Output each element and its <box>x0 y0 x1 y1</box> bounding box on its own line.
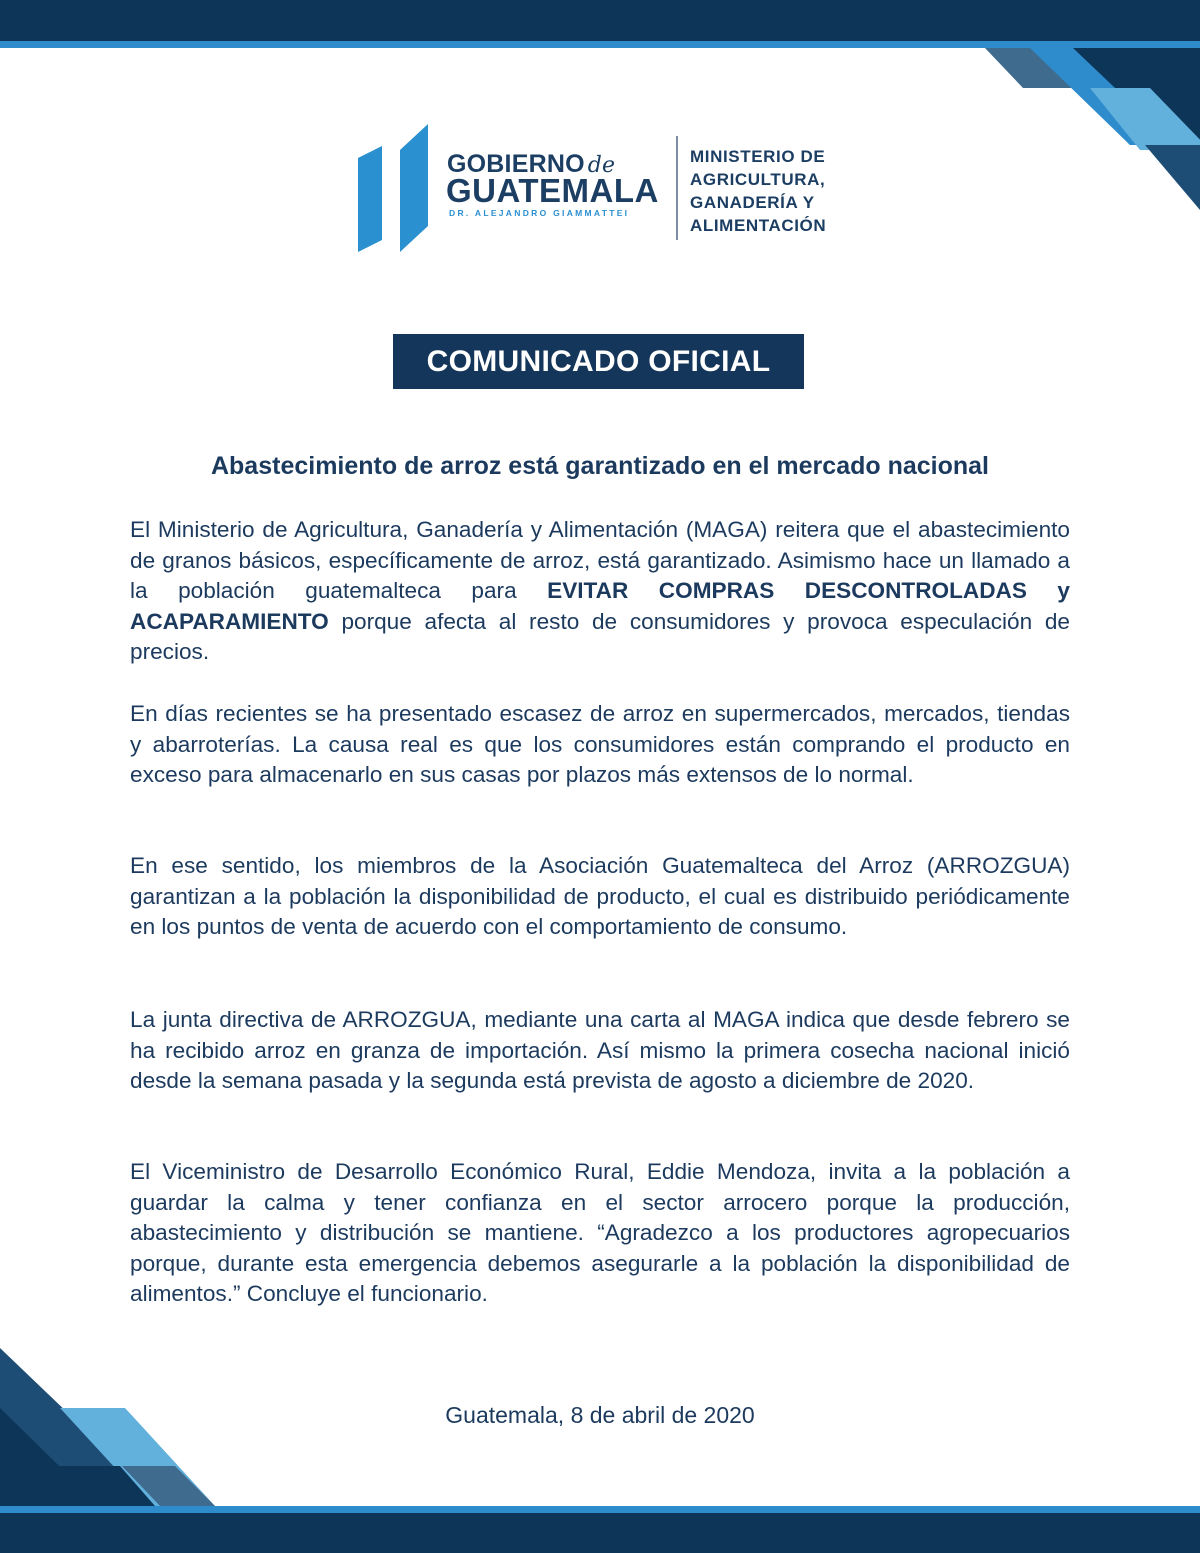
bottom-band <box>0 1513 1200 1553</box>
ministry-line: AGRICULTURA, <box>690 170 826 189</box>
logo-guatemala: GUATEMALA <box>446 172 659 209</box>
guatemala-logo-icon <box>356 122 436 254</box>
paragraph-5: El Viceministro de Desarrollo Económico Rural, Eddie Mendoza, invita a la población a guardar la calma y tener confianza en el sector arrocero porque la producción, abastecimiento y distribución se mantiene. “Agradezco a los productores agropecuarios porque, durante esta emergencia debemos asegurarle a la población la disponibilidad de alimentos.” Concluye el funcionario. <box>130 1159 1070 1306</box>
paragraph-1 <box>130 515 1070 668</box>
date-line: Guatemala, 8 de abril de 2020 <box>445 1402 755 1428</box>
official-statement-badge: COMUNICADO OFICIAL <box>393 334 804 389</box>
ministry-name <box>690 145 826 237</box>
bottom-band-accent <box>0 1506 1200 1513</box>
paragraph-2: En días recientes se ha presentado escasez de arroz en supermercados, mercados, tiendas y abarroterías. La causa real es que los consumidores están comprando el producto en exceso para almacenarlo en sus casas por plazos más extensos de lo normal. <box>130 701 1070 787</box>
paragraph-1-start: El Ministerio de Agricultura, Ganadería y Alimentación (MAGA) reitera que el abastecimiento de granos básicos, específicamente de arroz, está garantizado. Asimismo hace un llamado a la población guatemalteca para <box>130 517 1070 603</box>
paragraph-4: La junta directiva de ARROZGUA, mediante una carta al MAGA indica que desde febrero se ha recibido arroz en granza de importación. Así mismo la primera cosecha nacional inició desde la semana pasada y la segunda está prevista de agosto a diciembre de 2020. <box>130 1007 1070 1093</box>
ministry-line: MINISTERIO DE <box>690 147 826 166</box>
paragraph-1-emphasis: EVITAR COMPRAS DESCONTROLADAS y ACAPARAMIENTO <box>130 578 1071 634</box>
logo-gobierno: GOBIERNO <box>447 150 585 178</box>
logo-divider <box>676 136 678 240</box>
logo-de: de <box>587 153 616 178</box>
ministry-line: GANADERÍA Y <box>690 193 815 212</box>
logo-president: DR. ALEJANDRO GIAMMATTEI <box>449 208 630 218</box>
top-right-stripes <box>985 48 1200 210</box>
paragraph-1-end: porque afecta al resto de consumidores y provoca especulación de precios. <box>130 608 1070 664</box>
ministry-line: ALIMENTACIÓN <box>690 216 827 235</box>
paragraph-3: En ese sentido, los miembros de la Asociación Guatemalteca del Arroz (ARROZGUA) garantizan a la población la disponibilidad de producto, el cual es distribuido periódicamente en los puntos de venta de acuerdo con el comportamiento de consumo. <box>130 853 1070 939</box>
headline: Abastecimiento de arroz está garantizado en el mercado nacional <box>210 452 989 480</box>
